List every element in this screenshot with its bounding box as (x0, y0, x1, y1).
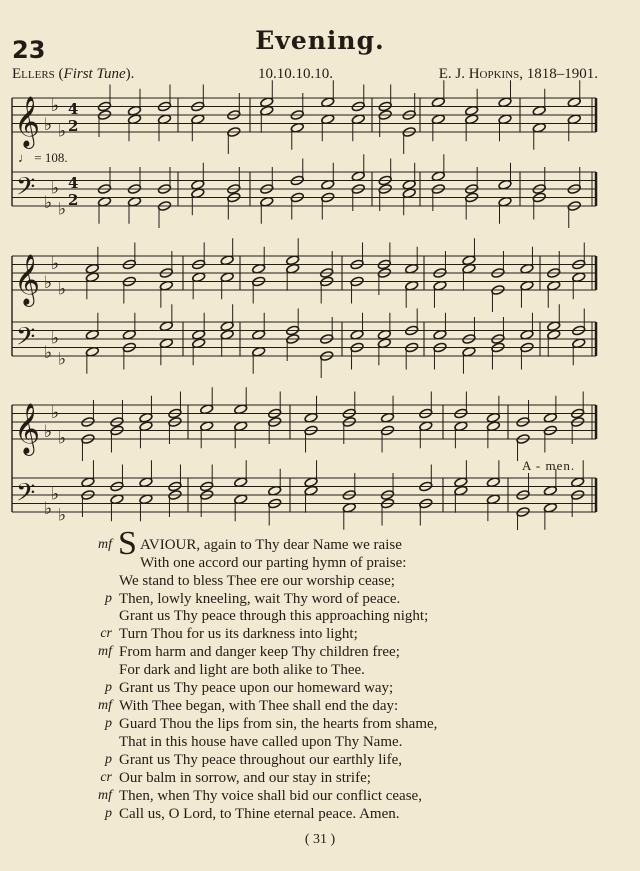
verse-line (0, 716, 640, 734)
dynamic-marking: mf (98, 644, 112, 659)
flat-icon: ♭ (51, 484, 60, 505)
treble-clef-icon: 𝄞 (14, 96, 41, 147)
hymn-number: 23 (12, 36, 46, 64)
dynamic-marking: p (105, 591, 112, 606)
dynamic-marking: p (105, 752, 112, 767)
verse-text: Grant us Thy peace through this approaching night; (119, 608, 429, 624)
verse-text: Turn Thou for us its darkness into light; (119, 626, 358, 642)
verse-line (0, 662, 640, 680)
tune-name-text: Ellers (12, 66, 55, 82)
verse-line (0, 626, 640, 644)
bass-clef-icon: 𝄢 (16, 172, 36, 208)
flat-icon: ♭ (44, 499, 53, 519)
verse-line (0, 680, 640, 698)
composer-name: E. J. Hopkins (438, 66, 520, 82)
dynamic-marking: mf (98, 788, 112, 803)
flat-icon: ♭ (58, 505, 67, 526)
dynamic-marking: cr (100, 626, 112, 641)
verse-text: With one accord our parting hymn of praise: (140, 555, 407, 571)
dynamic-marking: p (105, 806, 112, 821)
dynamic-marking: cr (100, 770, 112, 785)
treble-clef-icon: 𝄞 (14, 403, 41, 454)
time-signature-digit: 4 (68, 174, 79, 192)
verse-text: That in this house have called upon Thy Name. (119, 734, 403, 750)
verse-line (0, 734, 640, 752)
bass-clef-icon: 𝄢 (16, 322, 36, 358)
flat-icon: ♭ (51, 178, 60, 199)
dynamic-marking: p (105, 680, 112, 695)
flat-icon: ♭ (51, 328, 60, 349)
dynamic-marking: p (105, 716, 112, 731)
tune-note: First Tune (63, 66, 126, 82)
verse-line (0, 525, 640, 562)
verse-text: We stand to bless Thee ere our worship cease; (119, 573, 395, 589)
time-signature-digit: 4 (68, 100, 79, 118)
flat-icon: ♭ (44, 115, 53, 135)
flat-icon: ♭ (58, 349, 67, 370)
dynamic-marking: mf (98, 537, 112, 552)
verse-text: For dark and light are both alike to Thee. (119, 662, 365, 678)
verse-line (0, 752, 640, 770)
verse-text: Grant us Thy peace throughout our earthly life, (119, 752, 402, 768)
verse-line (0, 555, 640, 573)
verse-text: Call us, O Lord, to Thine eternal peace. Amen. (119, 806, 400, 822)
verse-text: Then, lowly kneeling, wait Thy word of peace. (119, 591, 401, 607)
flat-icon: ♭ (58, 428, 67, 449)
flat-icon: ♭ (58, 199, 67, 220)
flat-icon: ♭ (44, 422, 53, 442)
time-signature-digit: 2 (68, 191, 79, 209)
flat-icon: ♭ (51, 95, 60, 116)
flat-icon: ♭ (51, 253, 60, 274)
verse-line (0, 698, 640, 716)
bass-clef-icon: 𝄢 (16, 478, 36, 514)
verse-line (0, 573, 640, 591)
verse-text: From harm and danger keep Thy children free; (119, 644, 400, 660)
dynamic-marking: mf (98, 698, 112, 713)
amen-lyric: A - men. (522, 458, 576, 473)
drop-cap: S (118, 525, 137, 562)
verse-line (0, 608, 640, 626)
flat-icon: ♭ (58, 121, 67, 142)
verse-text: Then, when Thy voice shall bid our conflict cease, (119, 788, 422, 804)
tune-name: Ellers (First Tune). (12, 66, 135, 82)
page-number: ( 31 ) (304, 832, 336, 847)
verse-line (0, 806, 640, 824)
flat-icon: ♭ (44, 343, 53, 363)
time-signature-digit: 2 (68, 117, 79, 135)
verse-text: AVIOUR, again to Thy dear Name we raise (140, 537, 402, 553)
tempo-marking: ♩ = 108. (18, 150, 68, 165)
verse-text: Guard Thou the lips from sin, the hearts from shame, (119, 716, 438, 732)
verse-line (0, 770, 640, 788)
verse-text: Grant us Thy peace upon our homeward way; (119, 680, 394, 696)
verse-line (0, 591, 640, 609)
verse-text: With Thee began, with Thee shall end the day: (119, 698, 399, 714)
hymn-title: Evening. (255, 26, 385, 55)
composer-dates: , 1818–1901. (519, 66, 598, 82)
flat-icon: ♭ (44, 273, 53, 293)
meter: 10.10.10.10. (258, 66, 333, 82)
treble-clef-icon: 𝄞 (14, 254, 41, 305)
flat-icon: ♭ (58, 279, 67, 300)
verse-line (0, 788, 640, 806)
verse-line (0, 644, 640, 662)
flat-icon: ♭ (44, 193, 53, 213)
flat-icon: ♭ (51, 402, 60, 423)
verse-text: Our balm in sorrow, and our stay in strife; (119, 770, 371, 786)
